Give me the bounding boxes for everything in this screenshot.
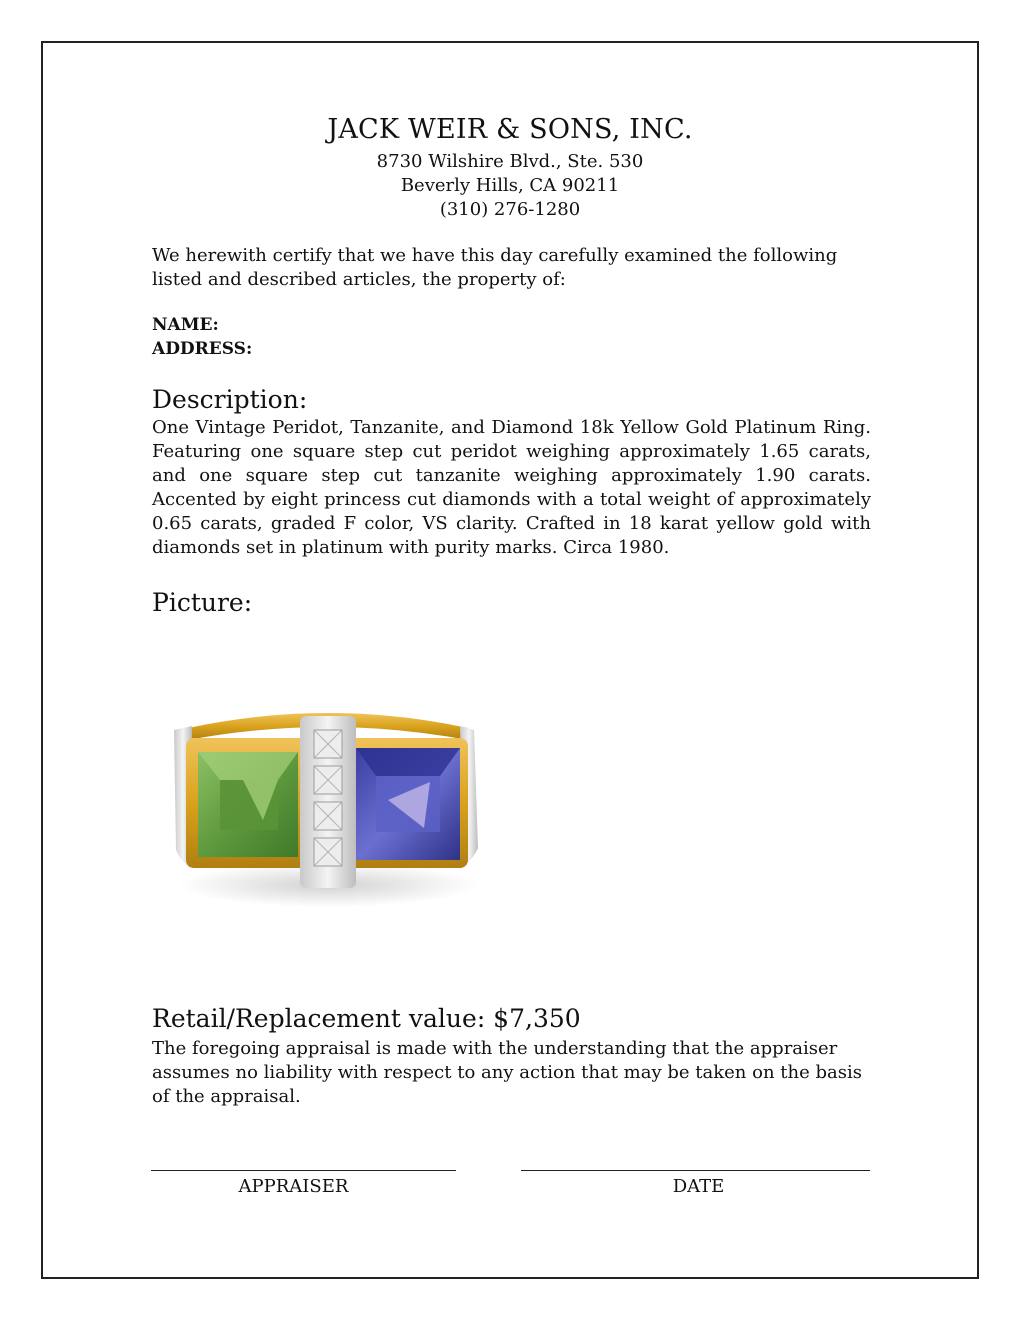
date-label: DATE (672, 1176, 725, 1197)
certification-intro: We herewith certify that we have this day carefully examined the following listed and described articles, the property of: (152, 245, 838, 290)
appraiser-signature-line (151, 1170, 456, 1171)
date-signature-line (521, 1170, 870, 1171)
picture-heading: Picture: (152, 588, 253, 617)
company-phone: (310) 276-1280 (439, 199, 581, 220)
appraiser-label: APPRAISER (238, 1176, 349, 1197)
retail-value-heading: Retail/Replacement value: $7,350 (152, 1004, 581, 1033)
description-heading: Description: (152, 385, 308, 414)
address-label: ADDRESS: (152, 339, 253, 359)
name-label: NAME: (152, 315, 219, 335)
appraisal-disclaimer: The foregoing appraisal is made with the understanding that the appraiser assumes no liability with respect to any action that may be taken on the basis of the appraisal. (152, 1038, 862, 1107)
company-address-line2: Beverly Hills, CA 90211 (400, 175, 620, 196)
company-address-line1: 8730 Wilshire Blvd., Ste. 530 (376, 151, 644, 172)
description-text: One Vintage Peridot, Tanzanite, and Diamond 18k Yellow Gold Platinum Ring. Featuring one square step cut peridot weighing approximately 1.65 carats, and one square step cut tanzanite weighing approximately 1.90 carats. Accented by eight princess cut diamonds with a total weight of approximately 0.65 carats, graded F color, VS clarity. Crafted in 18 karat yellow gold with diamonds set in platinum with purity marks. Circa 1980. (152, 417, 871, 558)
ring-photo (168, 700, 498, 915)
company-name: JACK WEIR & SONS, INC. (327, 114, 693, 145)
